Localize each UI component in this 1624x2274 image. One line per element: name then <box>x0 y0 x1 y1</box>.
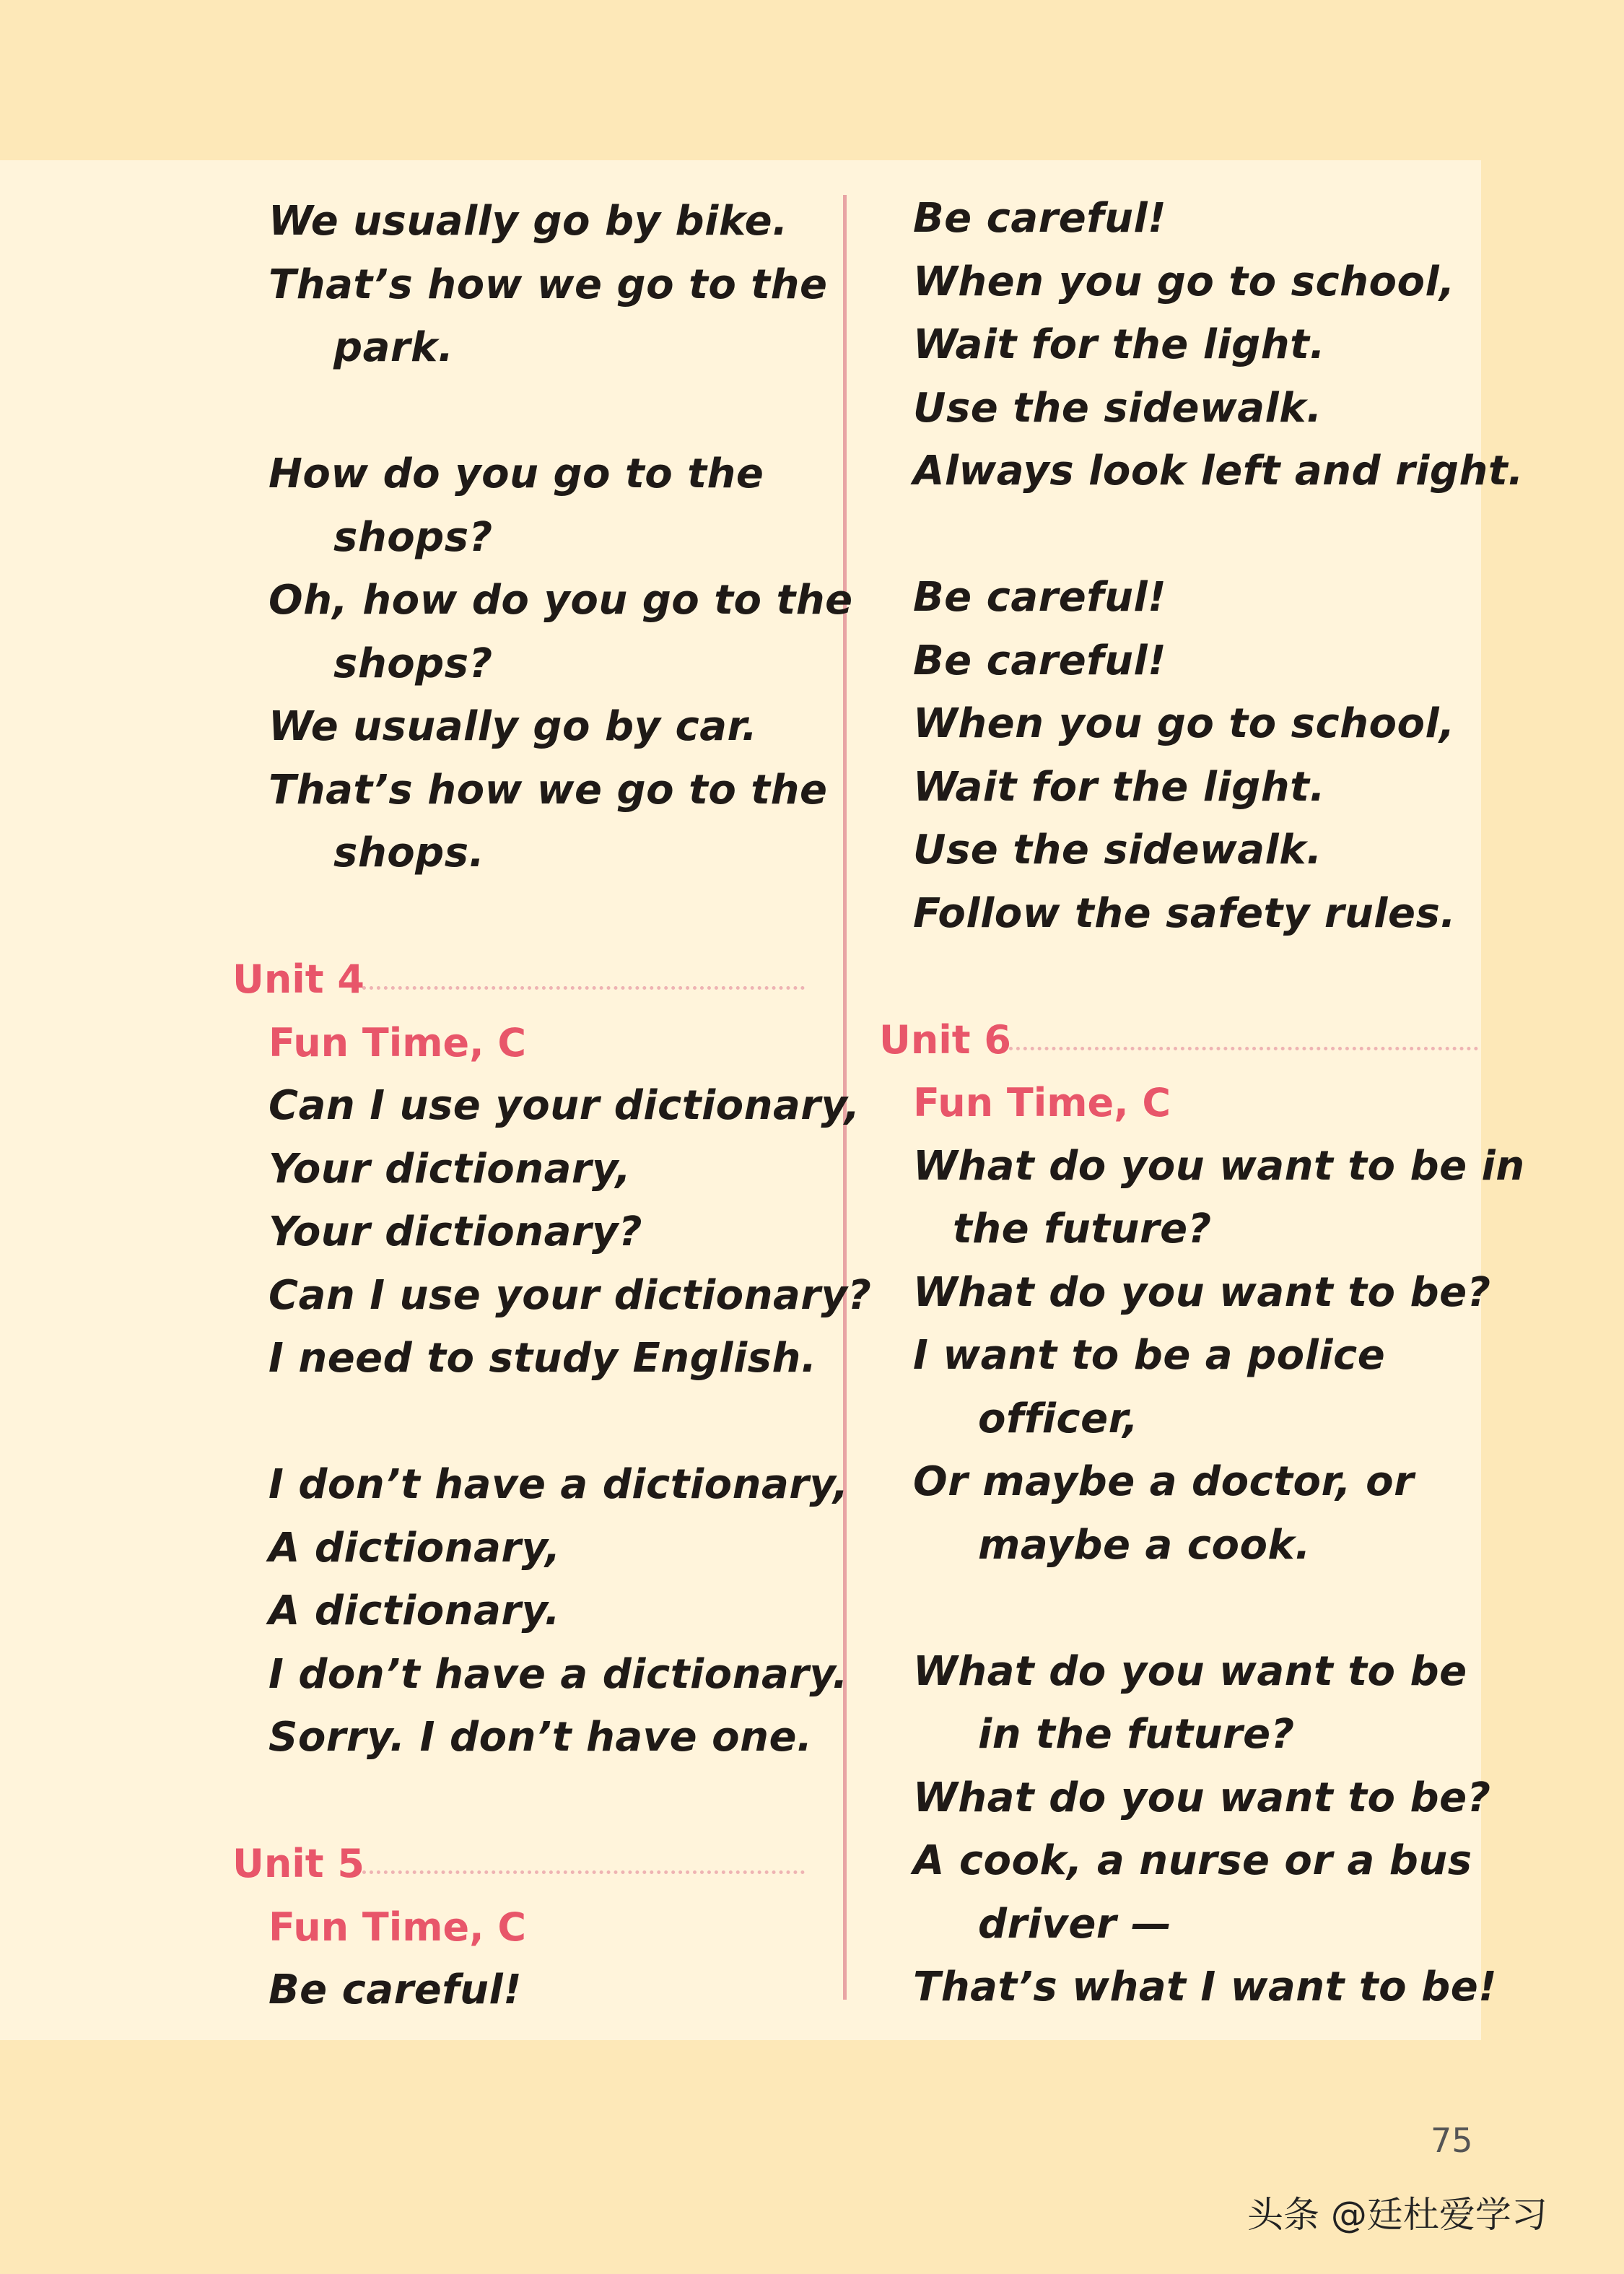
poem-line: Can I use your dictionary, <box>269 1082 860 1129</box>
poem-line: Sorry. I don’t have one. <box>269 1714 813 1761</box>
poem-line: What do you want to be <box>913 1647 1467 1695</box>
source-watermark: 头条 @廷杜爱学习 <box>1247 2194 1547 2236</box>
poem-line: We usually go by car. <box>269 703 758 750</box>
poem-line: Be careful! <box>913 637 1167 684</box>
poem-line: park. <box>333 324 454 371</box>
poem-line: Be careful! <box>913 195 1167 242</box>
poem-line: shops. <box>333 829 485 876</box>
poem-line: Your dictionary? <box>269 1208 642 1255</box>
poem-line: Wait for the light. <box>913 763 1326 811</box>
poem-line: Or maybe a doctor, or <box>913 1458 1415 1505</box>
poem-line: We usually go by bike. <box>269 198 788 245</box>
poem-line: How do you go to the <box>269 450 764 497</box>
heading-dotted-rule <box>362 986 805 990</box>
poem-line: Be careful! <box>913 574 1167 621</box>
poem-line: What do you want to be? <box>913 1774 1491 1821</box>
section-subheading: Fun Time, C <box>913 1080 1171 1125</box>
poem-line: That’s how we go to the <box>269 766 828 814</box>
section-subheading: Fun Time, C <box>269 1904 527 1950</box>
poem-line: A dictionary, <box>269 1524 561 1572</box>
poem-line: Oh, how do you go to the <box>269 577 853 624</box>
poem-line: I don’t have a dictionary, <box>269 1461 849 1508</box>
poem-line: Wait for the light. <box>913 321 1326 368</box>
page-number: 75 <box>1431 2121 1473 2160</box>
poem-line: I don’t have a dictionary. <box>269 1650 849 1698</box>
poem-line: Always look left and right. <box>913 448 1524 495</box>
poem-line: A cook, a nurse or a bus <box>913 1837 1472 1884</box>
poem-line: A dictionary. <box>269 1587 561 1634</box>
unit-heading: Unit 6 <box>879 1016 1011 1063</box>
heading-dotted-rule <box>1009 1047 1478 1050</box>
poem-line: When you go to school, <box>913 258 1455 305</box>
poem-line: the future? <box>953 1206 1212 1253</box>
poem-line: I want to be a police <box>913 1332 1386 1379</box>
poem-line: officer, <box>978 1395 1139 1442</box>
poem-line: driver — <box>978 1900 1172 1948</box>
poem-line: in the future? <box>978 1711 1295 1758</box>
poem-line: What do you want to be in <box>913 1142 1525 1190</box>
section-subheading: Fun Time, C <box>269 1019 527 1066</box>
unit-heading: Unit 4 <box>232 957 364 1002</box>
poem-line: Follow the safety rules. <box>913 889 1457 937</box>
poem-line: What do you want to be? <box>913 1268 1491 1316</box>
poem-line: Use the sidewalk. <box>913 827 1322 874</box>
poem-line: Can I use your dictionary? <box>269 1271 872 1319</box>
poem-line: I need to study English. <box>269 1335 817 1382</box>
heading-dotted-rule <box>362 1870 805 1874</box>
poem-line: shops? <box>333 513 493 561</box>
poem-line: Use the sidewalk. <box>913 384 1322 432</box>
unit-heading: Unit 5 <box>232 1841 364 1886</box>
poem-line: Be careful! <box>269 1966 523 2013</box>
poem-line: That’s how we go to the <box>269 261 828 308</box>
poem-line: shops? <box>333 640 493 687</box>
poem-line: When you go to school, <box>913 700 1455 747</box>
poem-line: Your dictionary, <box>269 1145 632 1193</box>
poem-line: That’s what I want to be! <box>913 1964 1498 2011</box>
poem-line: maybe a cook. <box>978 1521 1311 1569</box>
